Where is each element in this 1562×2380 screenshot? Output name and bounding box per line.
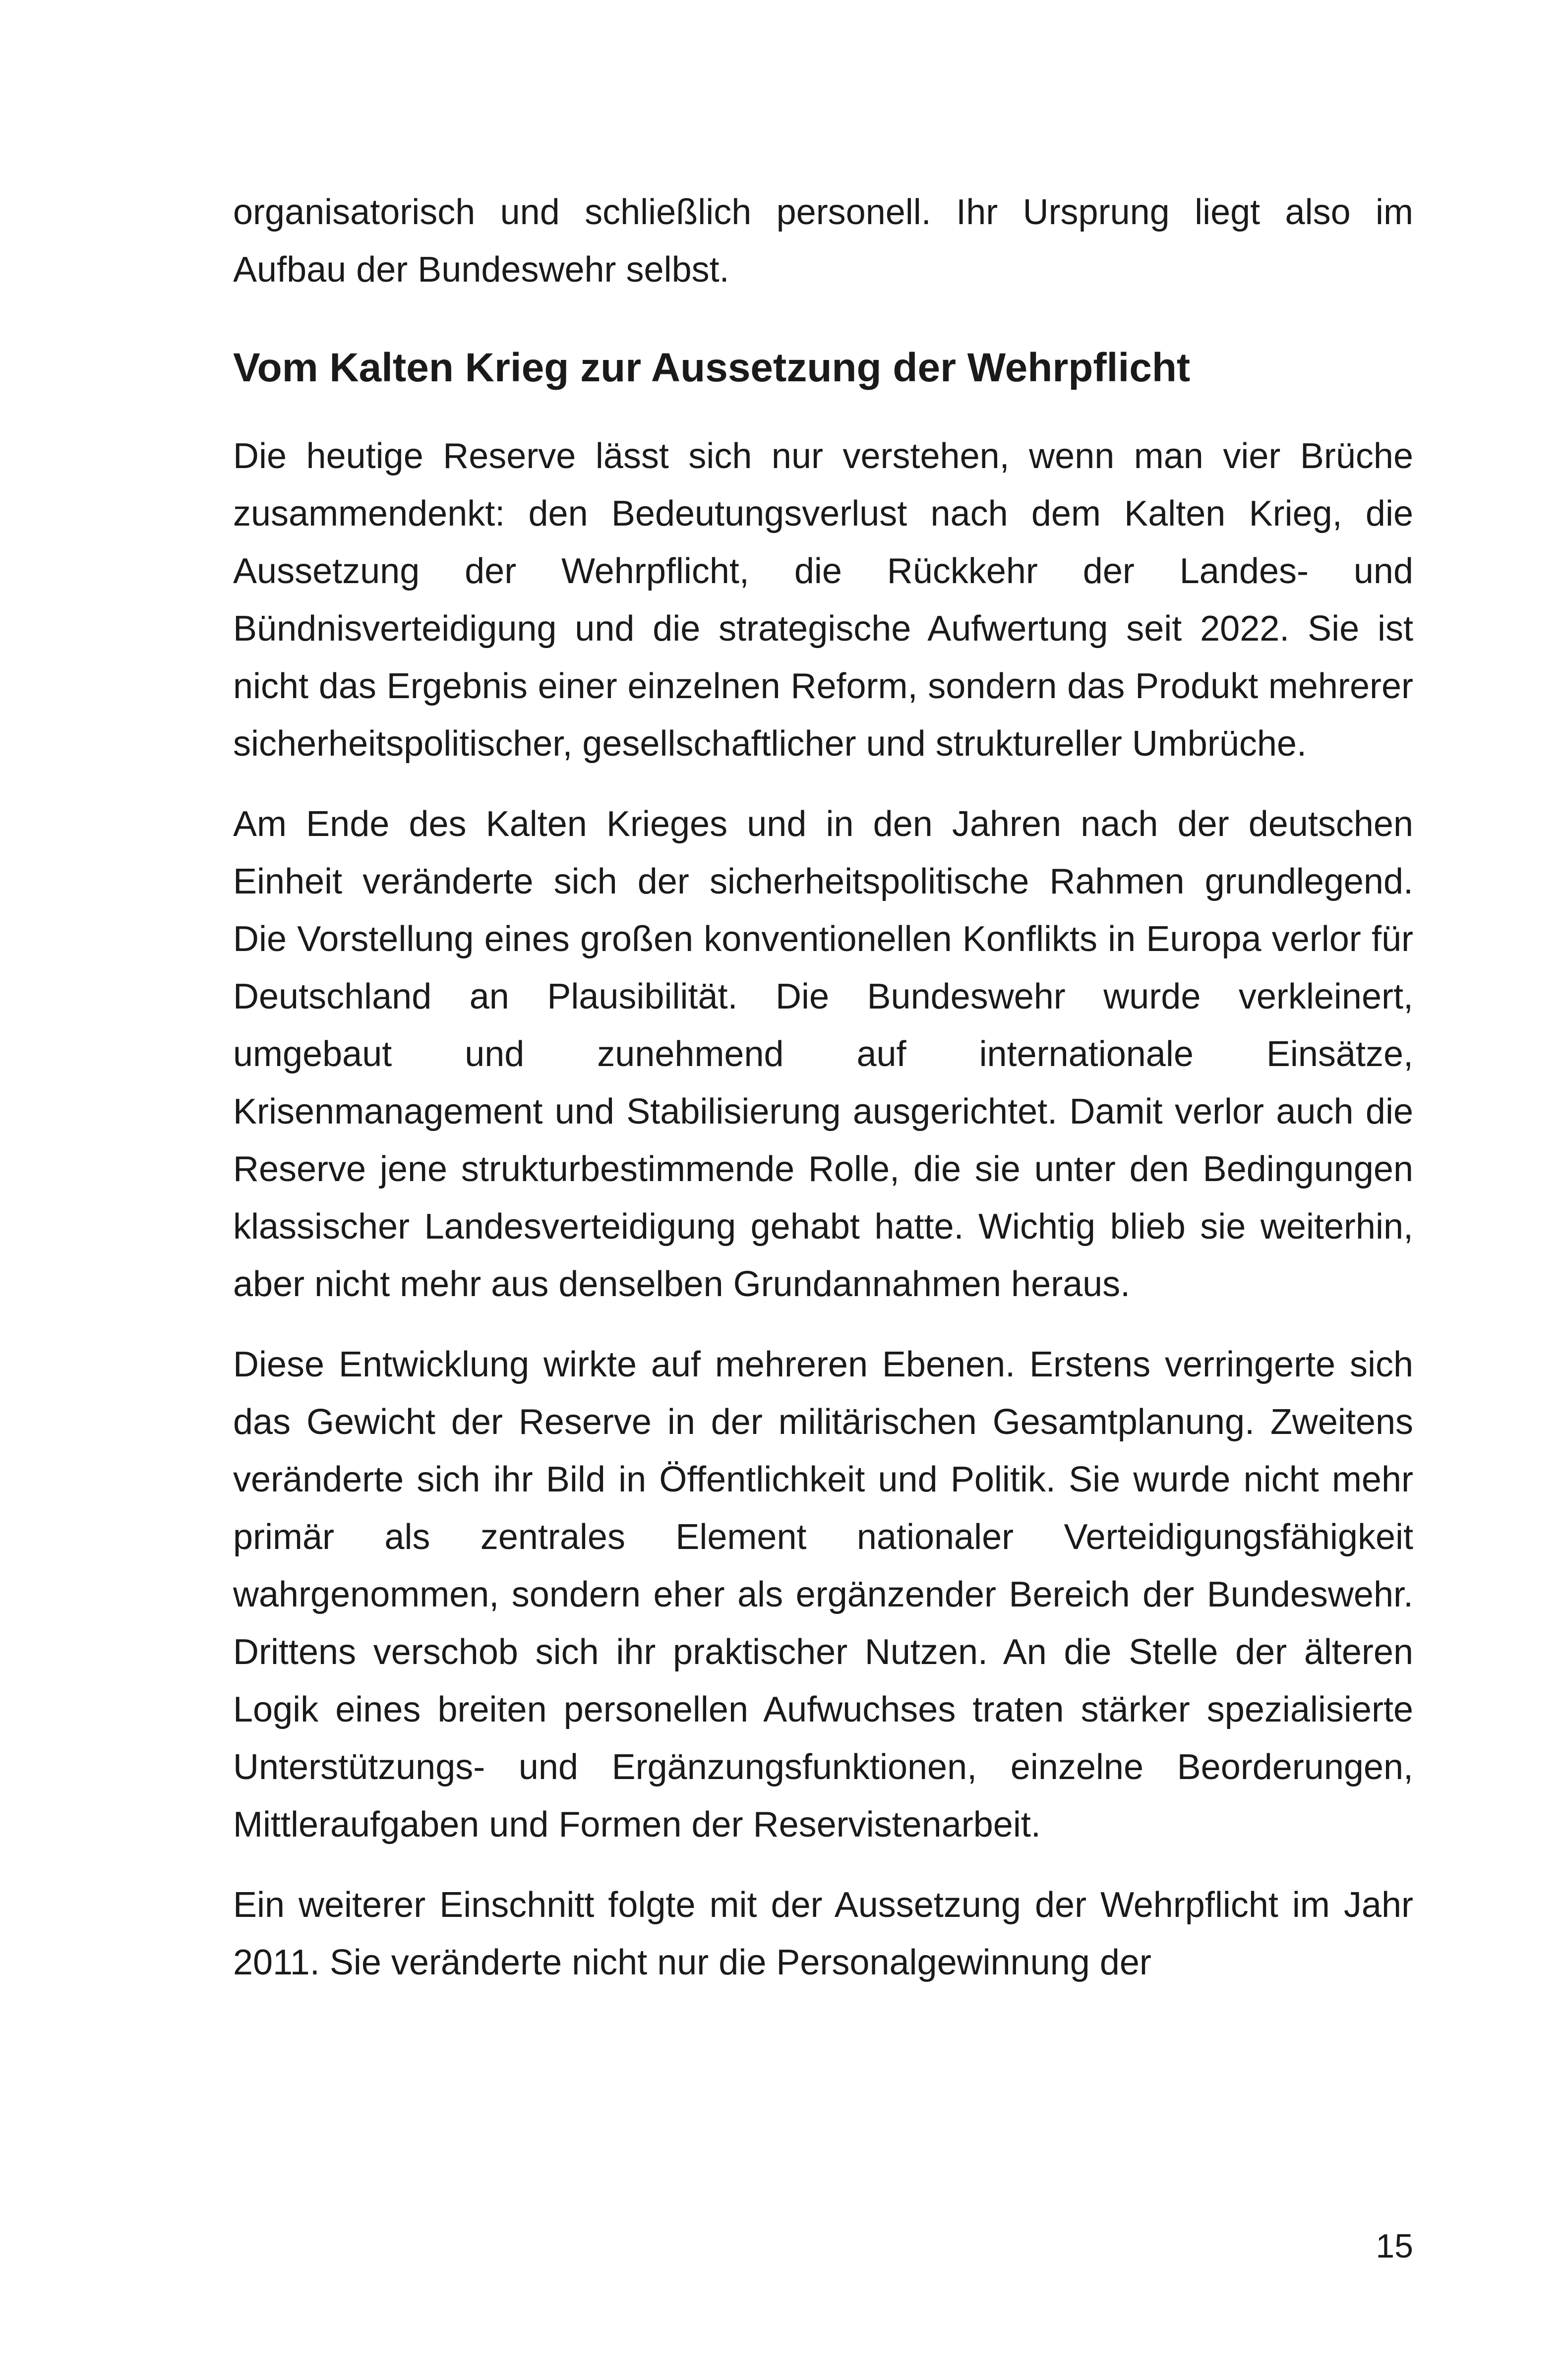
paragraph-1: Die heutige Reserve lässt sich nur verstehen, wenn man vier Brüche zusammendenkt: den Bedeutungsverlust nach dem Kalten Krieg, die Aussetzung der Wehrpflicht, die Rückkehr der Landes- und Bündnisverteidigung und die strategische Aufwertung seit 2022. Sie ist nicht das Ergebnis einer einzelnen Reform, sondern das Produkt mehrerer sicherheitspolitischer, gesellschaftlicher und struktureller Umbrüche. xyxy=(233,436,1413,764)
opening-paragraph: organisatorisch und schließlich personell. Ihr Ursprung liegt also im Aufbau der Bundeswehr selbst. xyxy=(233,192,1413,290)
page-number: 15 xyxy=(1376,2227,1413,2265)
paragraph-2: Am Ende des Kalten Krieges und in den Jahren nach der deutschen Einheit veränderte sich der sicherheitspolitische Rahmen grundlegend. Die Vorstellung eines großen konventionellen Konflikts in Europa verlor für Deutschland an Plausibilität. Die Bundeswehr wurde verkleinert, umgebaut und zunehmend auf internationale Einsätze, Krisenmanagement und Stabilisierung ausgerichtet. Damit verlor auch die Reserve jene strukturbestimmende Rolle, die sie unter den Bedingungen klassischer Landesverteidigung gehabt hatte. Wichtig blieb sie weiterhin, aber nicht mehr aus denselben Grundannahmen heraus. xyxy=(233,804,1413,1304)
text-column xyxy=(233,183,1413,2014)
paragraph-3: Diese Entwicklung wirkte auf mehreren Ebenen. Erstens verringerte sich das Gewicht der Reserve in der militärischen Gesamtplanung. Zweitens veränderte sich ihr Bild in Öffentlichkeit und Politik. Sie wurde nicht mehr primär als zentrales Element nationaler Verteidigungsfähigkeit wahrgenommen, sondern eher als ergänzender Bereich der Bundeswehr. Drittens verschob sich ihr praktischer Nutzen. An die Stelle der älteren Logik eines breiten personellen Aufwuchses traten stärker spezialisierte Unterstützungs- und Ergänzungsfunktionen, einzelne Beorderungen, Mittleraufgaben und Formen der Reservistenarbeit. xyxy=(233,1345,1413,1844)
paragraph-4: Ein weiterer Einschnitt folgte mit der Aussetzung der Wehrpflicht im Jahr 2011. Sie veränderte nicht nur die Personalgewinnung der xyxy=(233,1885,1413,1982)
section-heading: Vom Kalten Krieg zur Aussetzung der Wehrpflicht xyxy=(233,345,1191,390)
